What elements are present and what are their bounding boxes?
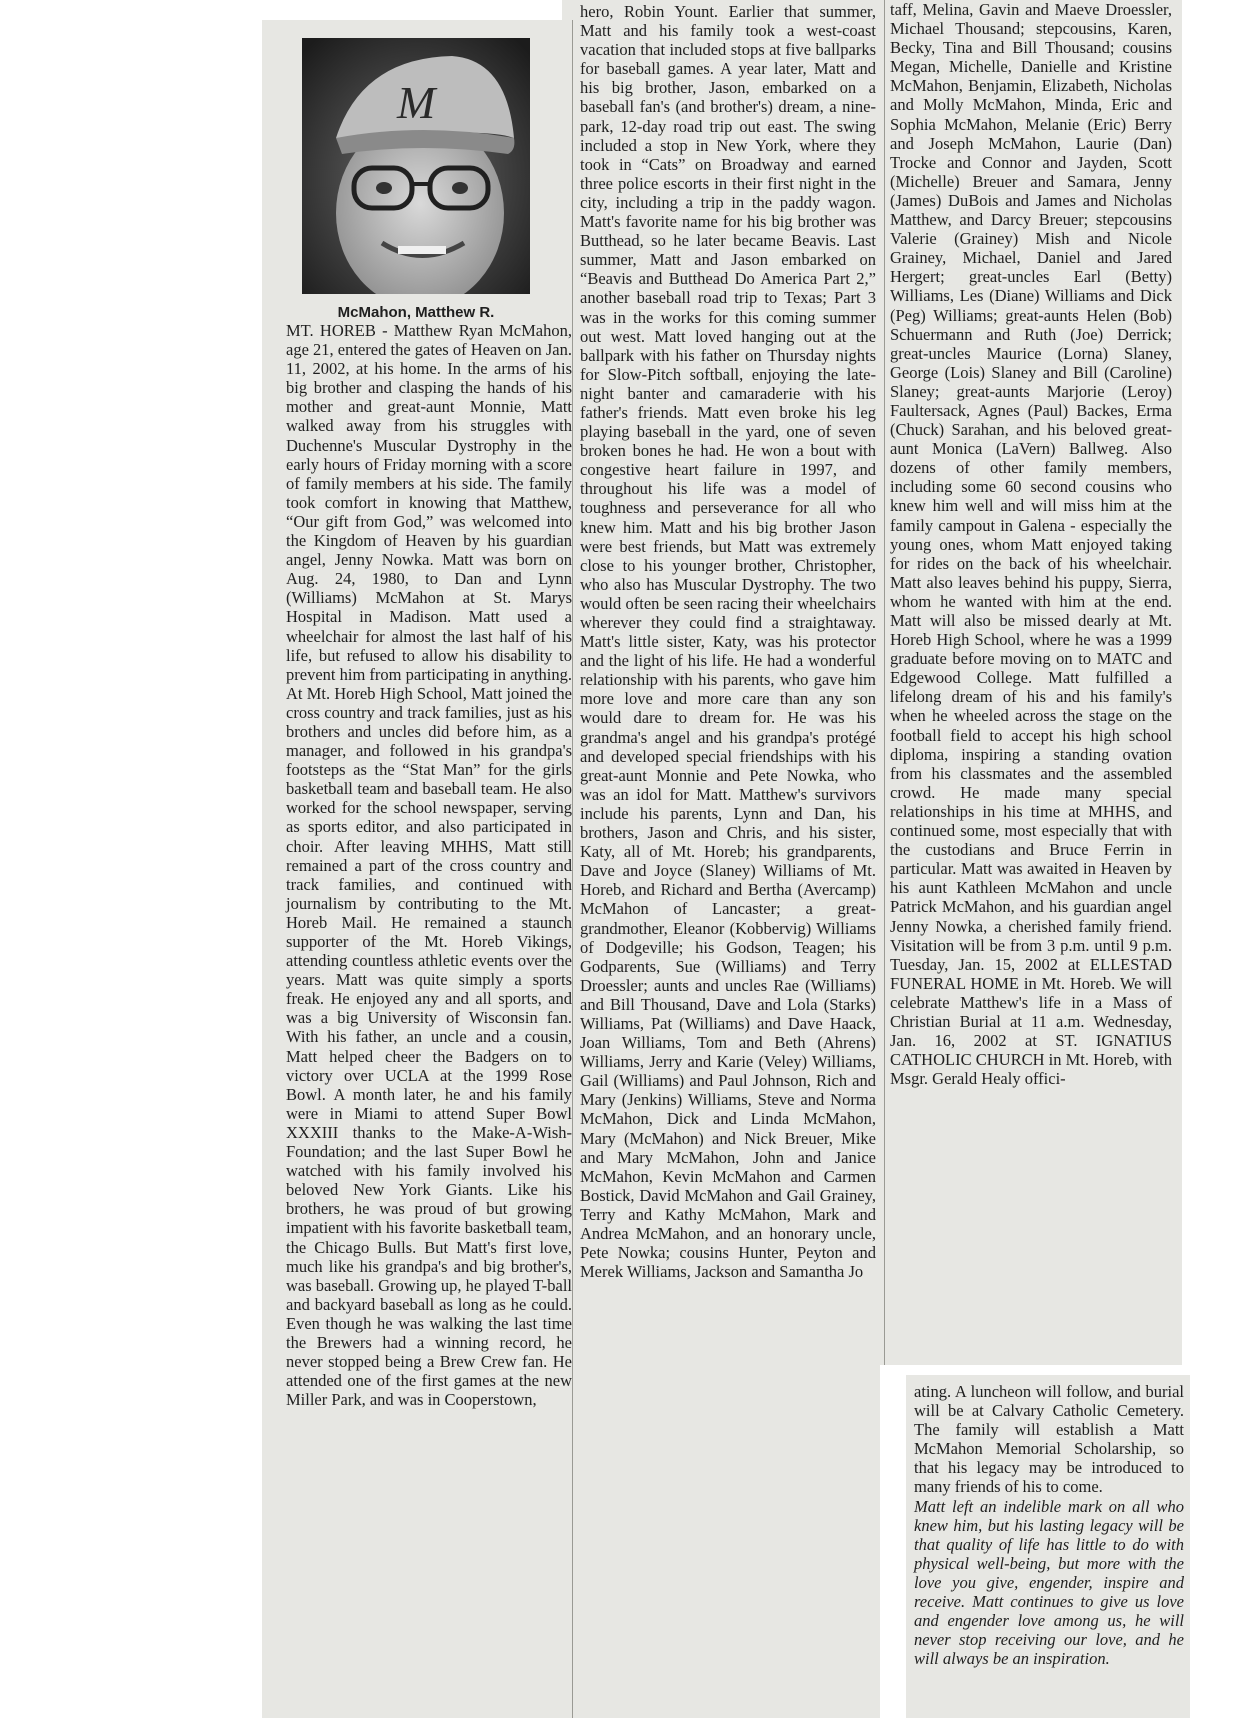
obituary-column-3-continued [914, 1382, 1184, 1668]
column-rule [572, 20, 573, 1718]
obituary-column-1 [286, 321, 572, 1409]
photo-caption: McMahon, Matthew R. [337, 304, 495, 321]
closing-tribute-text: Matt left an indelible mark on all who knew him, but his lasting legacy will be that quality of life has little to do with physical well-being, but more with the love you give, engender, inspire and receive. Matt continues to give us love and engender love among us, he will never stop receiving our love, and he will always be an inspiration. [914, 1496, 1184, 1669]
column-3-closing-text: ating. A luncheon will follow, and burial will be at Calvary Catholic Cemetery. The family will establish a Matt McMahon Memorial Scholarship, so that his legacy may be introduced to many friends of his to come. [914, 1382, 1184, 1497]
svg-text:M: M [397, 77, 436, 128]
column-3-text: taff, Melina, Gavin and Maeve Droessler, Michael Thousand; stepcousins, Karen, Becky, Tina and Bill Thousand; cousins Megan, Michelle, Danielle and Kristine McMahon, Benjamin, Elizabeth, Nicholas and Molly McMahon, Minda, Eric and Sophia McMahon, Melanie (Eric) Berry and Joseph McMahon, Laurie (Dan) Trocke and Connor and Jayden, Scott (Michelle) Breuer and Samara, Jenny (James) DuBois and James and Nicholas Matthew, and Darcy Breuer; stepcousins Valerie (Grainey) Mish and Nicole Grainey, Michael, Daniel and Jared Hergert; great-uncles Earl (Betty) Williams, Les (Diane) Williams and Dick (Peg) Williams; great-aunts Helen (Bob) Schuermann and Ruth (Joe) Derrick; great-uncles Maurice (Lorna) Slaney, George (Lois) Slaney and Bill (Caroline) Slaney; great-aunts Marjorie (Leroy) Faultersack, Agnes (Paul) Backes, Erma (Chuck) Sarahan, and his beloved great-aunt Monica (LaVern) Ballweg. Also dozens of other family members, including some 60 second cousins who knew him well and will miss him at the family campout in Galena - especially the young ones, whom Matt enjoyed taking for rides on the back of his wheelchair. Matt also leaves behind his puppy, Sierra, whom he wanted with him at the end. Matt will also be missed dearly at Mt. Horeb High School, where he was a 1999 graduate before moving on to MATC and Edgewood College. Matt fulfilled a lifelong dream of his and his family's when he wheeled across the stage on the football field to accept his high school diploma, inspiring a standing ovation from his classmates and the assembled crowd. He made many special relationships in his time at MHHS, and continued some, most especially that with the custodians and Bruce Ferrin in particular. Matt was awaited in Heaven by his aunt Kathleen McMahon and uncle Patrick McMahon, and his guardian angel Jenny Nowka, a cherished family friend. Visitation will be from 3 p.m. until 9 p.m. Tuesday, Jan. 15, 2002 at ELLESTAD FUNERAL HOME in Mt. Horeb. We will celebrate Matthew's life in a Mass of Christian Burial at 11 a.m. Wednesday, Jan. 16, 2002 at ST. IGNATIUS CATHOLIC CHURCH in Mt. Horeb, with Msgr. Gerald Healy offici- [890, 0, 1172, 1089]
obituary-column-3 [890, 0, 1172, 1088]
portrait-photo [302, 38, 530, 294]
column-2-text: hero, Robin Yount. Earlier that summer, Matt and his family took a west-coast vacation that included stops at five ballparks for baseball games. A year later, Matt and his big brother, Jason, embarked on a baseball fan's (and brother's) dream, a nine-park, 12-day road trip out east. The swing included a stop in New York, where they took in “Cats” on Broadway and earned three police escorts in their first night in the city, including a trip in the paddy wagon. Matt's favorite name for his big brother was Butthead, so he later became Beavis. Last summer, Matt and Jason embarked on “Beavis and Butthead Do America Part 2,” another baseball road trip to Texas; Part 3 was in the works for this coming summer out west. Matt loved hanging out at the ballpark with his father on Thursday nights for Slow-Pitch softball, enjoying the late-night banter and camaraderie with his father's friends. Matt even broke his leg playing baseball in the yard, one of seven broken bones he had. He won a bout with congestive heart failure in 1997, and throughout his life was a model of toughness and perseverance for all who knew him. Matt and his big brother Jason were best friends, but Matt was extremely close to his younger brother, Christopher, who also has Muscular Dystrophy. The two would often be seen racing their wheelchairs wherever they could find a straightaway. Matt's little sister, Katy, was his protector and the light of his life. He had a wonderful relationship with his parents, who gave him more love and more care than any son would dare to dream for. He was his grandma's angel and his grandpa's protégé and developed special friendships with his great-aunt Monnie and Pete Nowka, who was an idol for Matt. Matthew's survivors include his parents, Lynn and Dan, his brothers, Jason and Chris, and his sister, Katy, all of Mt. Horeb; his grandparents, Dave and Joyce (Slaney) Williams of Mt. Horeb, and Richard and Bertha (Avercamp) McMahon of Lancaster; a great-grandmother, Eleanor (Kobbervig) Williams of Dodgeville; his Godson, Teagen; his Godparents, Sue (Williams) and Terry Droessler; aunts and uncles Rae (Williams) and Bill Thousand, Dave and Lola (Starks) Williams, Pat (Williams) and Dave Haack, Joan Williams, Tom and Beth (Ahrens) Williams, Jerry and Karie (Veley) Williams, Gail (Williams) and Paul Johnson, Rich and Mary (Jenkins) Williams, Steve and Norma McMahon, Dick and Linda McMahon, Mary (McMahon) and Nick Breuer, Mike and Mary McMahon, John and Janice McMahon, Kevin McMahon and Carmen Bostick, David McMahon and Gail Grainey, Terry and Kathy McMahon, Mark and Andrea McMahon, and an honorary uncle, Pete Nowka; cousins Hunter, Peyton and Merek Williams, Jackson and Samantha Jo [580, 2, 876, 1282]
obituary-column-2 [580, 2, 876, 1281]
column-rule [884, 0, 885, 1365]
column-1-text: MT. HOREB - Matthew Ryan McMahon, age 21, entered the gates of Heaven on Jan. 11, 2002, at his home. In the arms of his big brother and clasping the hands of his mother and great-aunt Monnie, Matt walked away from his struggles with Duchenne's Muscular Dystrophy in the early hours of Friday morning with a score of family members at his side. The family took comfort in knowing that Matthew, “Our gift from God,” was welcomed into the Kingdom of Heaven by his guardian angel, Jenny Nowka. Matt was born on Aug. 24, 1980, to Dan and Lynn (Williams) McMahon at St. Marys Hospital in Madison. Matt used a wheelchair for almost the last half of his life, but refused to allow his disability to prevent him from participating in anything. At Mt. Horeb High School, Matt joined the cross country and track families, just as his brothers and uncles did before him, as a manager, and followed in his grandpa's footsteps as the “Stat Man” for the girls basketball team and baseball team. He also worked for the school newspaper, serving as sports editor, and also participated in choir. After leaving MHHS, Matt still remained a part of the cross country and track families, and continued with journalism by contributing to the Mt. Horeb Mail. He remained a staunch supporter of the Mt. Horeb Vikings, attending countless athletic events over the years. Matt was quite simply a sports freak. He enjoyed any and all sports, and was a big University of Wisconsin fan. With his father, an uncle and a cousin, Matt helped cheer the Badgers on to victory over UCLA at the 1999 Rose Bowl. A month later, he and his family were in Miami to attend Super Bowl XXXIII thanks to the Make-A-Wish-Foundation; and the last Super Bowl he watched with his family involved his beloved New York Giants. Like his brothers, he was proud of but growing impatient with his favorite basketball team, the Chicago Bulls. But Matt's first love, much like his grandpa's and big brother's, was baseball. Growing up, he played T-ball and backyard baseball as long as he could. Even though he was walking the last time the Brewers had a winning record, he never stopped being a Brew Crew fan. He attended one of the first games at the new Miller Park, and was in Cooperstown, [286, 321, 572, 1410]
portrait-illustration [302, 38, 530, 294]
